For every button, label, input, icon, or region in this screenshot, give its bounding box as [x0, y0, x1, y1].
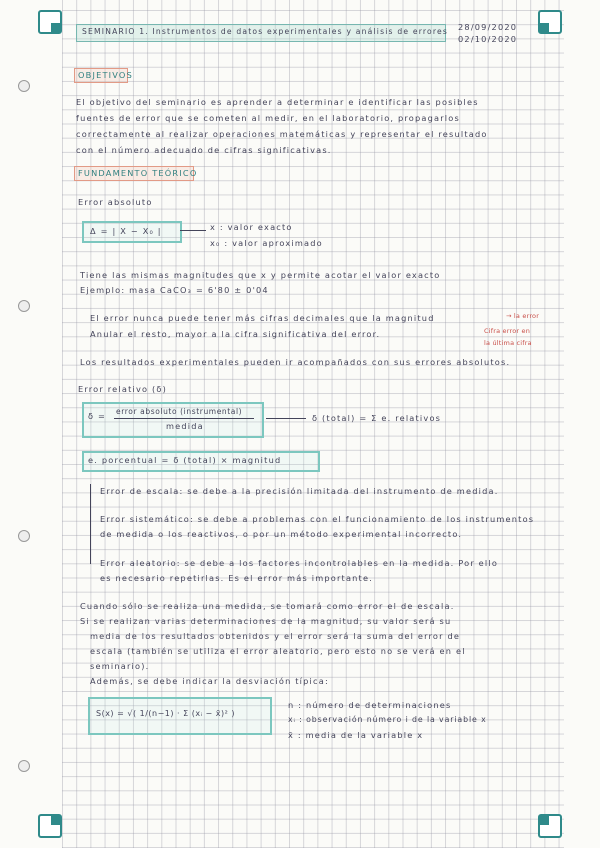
formula-rel-prefix: δ =: [88, 411, 107, 421]
margin-note: → la error: [506, 312, 540, 320]
objetivos-line: fuentes de error que se cometen al medir, en el laboratorio, propagarlos: [76, 113, 460, 123]
bracket-line: [90, 484, 91, 564]
arrow-line: [180, 230, 206, 231]
corner-mark-icon: [538, 10, 562, 34]
corner-mark-icon: [38, 814, 62, 838]
x0-definition: x₀ : valor aproximado: [210, 238, 323, 248]
fraction-bar: [114, 418, 254, 419]
date-start: 28/09/2020: [458, 22, 518, 32]
text-line: El error nunca puede tener más cifras decimales que la magnitud: [90, 313, 435, 323]
text-line: Tiene las mismas magnitudes que x y permite acotar el valor exacto: [80, 270, 441, 280]
objetivos-line: El objetivo del seminario es aprender a determinar e identificar las posibles: [76, 97, 479, 107]
error-type: Error de escala: se debe a la precisión limitada del instrumento de medida.: [100, 486, 499, 496]
text-line: seminario).: [90, 661, 150, 671]
error-type: de medida o los reactivos, o por un método experimental incorrecto.: [100, 529, 463, 539]
section-heading-fundamento: FUNDAMENTO TEÓRICO: [78, 168, 198, 178]
date-end: 02/10/2020: [458, 34, 518, 44]
error-absoluto-label: Error absoluto: [78, 197, 153, 207]
text-line: media de los resultados obtenidos y el error será la suma del error de: [90, 631, 461, 641]
right-margin: [564, 0, 600, 848]
formula-rel-side: δ (total) = Σ e. relativos: [312, 413, 442, 423]
left-margin: [0, 0, 62, 848]
objetivos-line: con el número adecuado de cifras significativas.: [76, 145, 332, 155]
punch-hole: [18, 300, 30, 312]
x-definition: x : valor exacto: [210, 222, 293, 232]
formula-rel-denominator: medida: [166, 421, 204, 431]
xi-definition: xᵢ : observación número i de la variable x: [288, 715, 487, 724]
error-type: Error sistemático: se debe a problemas con el funcionamiento de los instrumentos: [100, 514, 535, 524]
xbar-definition: x̄ : media de la variable x: [288, 730, 424, 740]
error-type: es necesario repetirlas. Es el error más importante.: [100, 573, 374, 583]
margin-note: Cifra error en: [484, 327, 531, 335]
section-heading-objetivos: OBJETIVOS: [78, 70, 133, 80]
text-line: Además, se debe indicar la desviación típica:: [90, 676, 329, 686]
corner-mark-icon: [38, 10, 62, 34]
formula-rel-numerator: error absoluto (instrumental): [116, 407, 243, 416]
punch-hole: [18, 530, 30, 542]
corner-mark-icon: [538, 814, 562, 838]
punch-hole: [18, 80, 30, 92]
text-line: Anular el resto, mayor a la cifra significativa del error.: [90, 329, 381, 339]
formula-pct: e. porcentual = δ (total) × magnitud: [88, 455, 282, 465]
error-relativo-label: Error relativo (δ): [78, 384, 168, 394]
formula-sd: S(x) = √( 1/(n−1) · Σ (xᵢ − x̄)² ): [96, 709, 236, 718]
formula-abs: Δ = | X − X₀ |: [90, 226, 162, 236]
objetivos-line: correctamente al realizar operaciones matemáticas y representar el resultado: [76, 129, 488, 139]
arrow-line: [266, 418, 306, 419]
page-title: SEMINARIO 1. Instrumentos de datos experimentales y análisis de errores: [82, 27, 449, 36]
n-definition: n : número de determinaciones: [288, 700, 452, 710]
punch-hole: [18, 760, 30, 772]
margin-note: la última cifra: [484, 339, 532, 347]
text-line: Ejemplo: masa CaCO₃ = 6'80 ± 0'04: [80, 285, 269, 295]
text-line: Cuando sólo se realiza una medida, se tomará como error el de escala.: [80, 601, 455, 611]
text-line: Los resultados experimentales pueden ir acompañados con sus errores absolutos.: [80, 357, 511, 367]
text-line: escala (también se utiliza el error aleatorio, pero esto no se verá en el: [90, 646, 466, 656]
text-line: Si se realizan varias determinaciones de la magnitud, su valor será su: [80, 616, 452, 626]
error-type: Error aleatorio: se debe a los factores incontrolables en la medida. Por ello: [100, 558, 499, 568]
